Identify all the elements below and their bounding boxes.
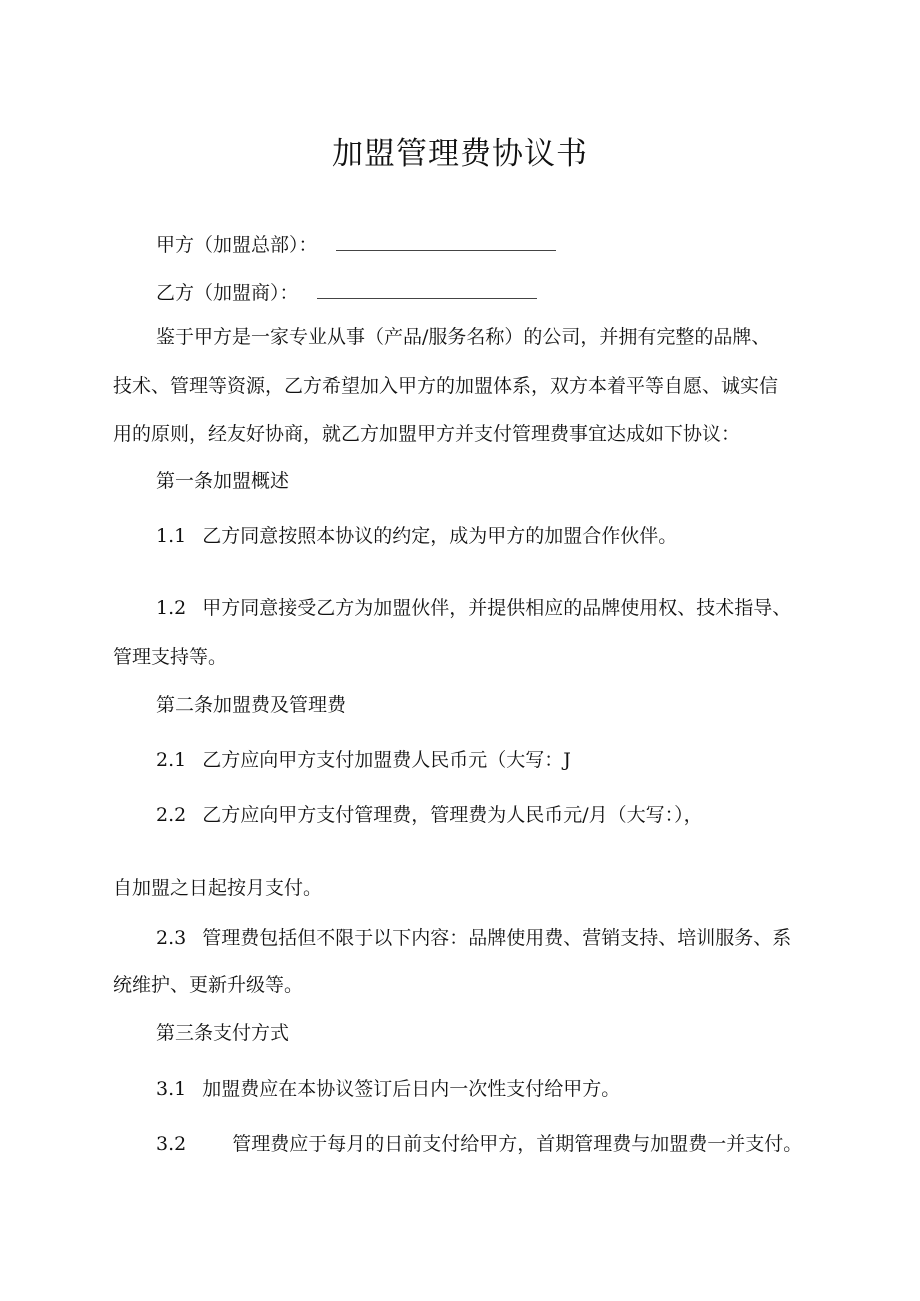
clause-3-1 [156, 1077, 620, 1101]
article-2-heading: 第二条加盟费及管理费 [156, 694, 347, 716]
clause-2-3-cont: 统维护、更新升级等。 [113, 974, 304, 996]
clause-text: 管理费包括但不限于以下内容：品牌使用费、营销支持、培训服务、系 [202, 927, 792, 949]
clause-number: 2.3 [156, 927, 187, 949]
party-a-blank[interactable] [336, 230, 556, 251]
clause-1-2-cont: 管理支持等。 [113, 646, 228, 668]
party-b-line [156, 278, 537, 305]
preamble-line-1: 鉴于甲方是一家专业从事（产品/服务名称）的公司，并拥有完整的品牌、 [156, 326, 771, 348]
clause-1-2 [156, 596, 791, 620]
clause-number: 3.1 [156, 1078, 187, 1100]
clause-text: 加盟费应在本协议签订后日内一次性支付给甲方。 [202, 1078, 621, 1100]
clause-text: 乙方应向甲方支付加盟费人民币元（大写：J [202, 749, 571, 771]
clause-2-3 [156, 926, 791, 950]
clause-number: 1.2 [156, 597, 187, 619]
clause-number: 3.2 [156, 1133, 187, 1155]
article-1-heading: 第一条加盟概述 [156, 470, 290, 492]
clause-2-2 [156, 803, 703, 827]
document-title: 加盟管理费协议书 [332, 136, 588, 172]
party-b-label: 乙方（加盟商）： [156, 282, 299, 304]
clause-2-2-cont: 自加盟之日起按月支付。 [113, 877, 323, 899]
article-3-heading: 第三条支付方式 [156, 1022, 290, 1044]
preamble-line-2: 技术、管理等资源，乙方希望加入甲方的加盟体系，双方本着平等自愿、诚实信 [113, 375, 779, 397]
clause-text: 乙方同意按照本协议的约定，成为甲方的加盟合作伙伴。 [202, 525, 678, 547]
clause-2-1 [156, 748, 571, 772]
clause-1-1 [156, 524, 677, 548]
clause-text: 管理费应于每月的日前支付给甲方，首期管理费与加盟费一并支付。 [232, 1133, 803, 1155]
party-a-label: 甲方（加盟总部）： [156, 234, 318, 256]
clause-3-2 [156, 1132, 802, 1156]
clause-text: 甲方同意接受乙方为加盟伙伴，并提供相应的品牌使用权、技术指导、 [202, 597, 792, 619]
party-b-blank[interactable] [317, 278, 537, 299]
clause-number: 1.1 [156, 525, 187, 547]
clause-number: 2.1 [156, 749, 187, 771]
party-a-line [156, 230, 556, 257]
clause-text: 乙方应向甲方支付管理费，管理费为人民币元/月（大写：）， [202, 804, 703, 826]
preamble-line-3: 用的原则，经友好协商，就乙方加盟甲方并支付管理费事宜达成如下协议： [113, 423, 741, 445]
clause-number: 2.2 [156, 804, 187, 826]
